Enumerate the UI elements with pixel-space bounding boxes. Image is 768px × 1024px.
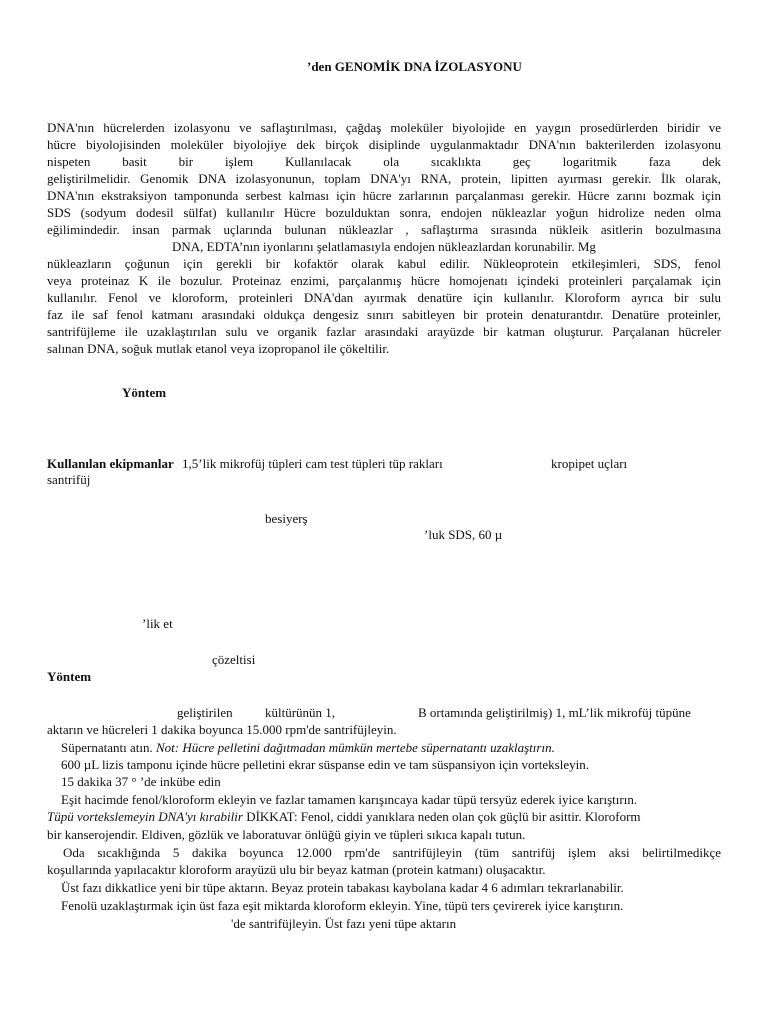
fragment-solution: çözeltisi	[212, 652, 256, 667]
step-note: Not: Hücre pelletini dağıtmadan mümkün mertebe süpernatantı uzaklaştırın.	[155, 740, 555, 755]
intro-line: DNA'nın hücrelerden izolasyonu ve saflaştırılması, çağdaş moleküler biyolojide en yaygın prosedürlerden biridir ve	[47, 120, 721, 135]
fragment-medium: besiyerş	[265, 511, 308, 526]
intro-line: santrifüjleme ile uzaklaştırılan sulu ve organik fazlar arasındaki arayüzde bir katman oluşturur. Parçalanan hücreler	[47, 324, 721, 339]
step-fragment: B ortamında geliştirilmiş) 1, mL’lik mikrofüj tüpüne	[418, 705, 691, 720]
fragment-sds: ’luk SDS, 60 µ	[424, 527, 503, 542]
intro-line: nispeten basit bir işlem Kullanılacak ola sıcaklıkta geç logaritmik faza dek	[47, 154, 721, 169]
step-line: koşullarında yapılacaktır kloroform arayüzü ulu bir beyaz katman (protein katmanı) oluşacaktır.	[47, 862, 546, 877]
intro-line: salınan DNA, soğuk mutlak etanol veya izopropanol ile çökeltilir.	[47, 341, 390, 356]
intro-line: veya proteinaz K ile bozulur. Proteinaz enzimi, parçalanmış hücre homojenatı içindeki proteinleri parçalamak için	[47, 273, 721, 288]
step-line: Üst fazı dikkatlice yeni bir tüpe aktarın. Beyaz protein tabakası kaybolana kadar 4 6 adımları tekrarlanabilir.	[61, 880, 624, 895]
intro-line: eğilimindedir. insan parmak uçlarında bulunan nükleazlar , saflaştırma sırasında nükleik asitlerin bozulmasına	[47, 222, 721, 237]
step-line: aktarın ve hücreleri 1 dakika boyunca 15.000 rpm'de santrifüjleyin.	[47, 722, 397, 737]
section-heading: Yöntem	[122, 385, 167, 400]
intro-line: hücre biyolojisinden moleküler biyolojiye dek birçok disiplinde uygulanmaktadır DNA'nın bakterilerden izolasyonu	[47, 137, 721, 152]
intro-line: geliştirilmelidir. Genomik DNA izolasyonunun, toplam DNA'yı RNA, protein, lipitten ayırması gerekir. İlk olarak,	[47, 171, 721, 186]
fragment-ethanol: ’lik et	[142, 616, 173, 631]
step-line	[61, 740, 555, 756]
step-text: Süpernatantı atın.	[61, 740, 153, 755]
step-line: Oda sıcaklığında 5 dakika boyunca 12.000 rpm'de santrifüjleyin (tüm santrifüj işlem aksi belirtilmedikçe	[63, 845, 721, 860]
step-warning: DİKKAT: Fenol, ciddi yanıklara neden olan çok güçlü bir asittir. Kloroform	[246, 809, 641, 824]
equipment-line	[47, 456, 443, 472]
step-line: 15 dakika 37 ° ’de inkübe edin	[61, 774, 221, 789]
step-line: Eşit hacimde fenol/kloroform ekleyin ve fazlar tamamen karışıncaya kadar tüpü tersyüz ederek iyice karıştırın.	[61, 792, 638, 807]
intro-line: nükleazların çoğunun için gerekli bir kofaktör olarak kabul edilir. Nükleoprotein etkileşimleri, SDS, fenol	[47, 256, 721, 271]
intro-line: DNA'nın ekstraksiyon tamponunda serbest kalması için hücre zarlarının parçalanması gerekir. Hücre zarını bozmak için	[47, 188, 721, 203]
step-fragment: kültürünün 1,	[265, 705, 336, 720]
intro-line: kullanılır. Fenol ve kloroform, proteinleri DNA'dan ayırmak denatüre için kullanılır. Kloroform ayrıca bir sulu	[47, 290, 721, 305]
step-line: bir kanserojendir. Eldiven, gözlük ve laboratuvar önlüğü giyin ve tüpleri sıkıca kapalı tutun.	[47, 827, 526, 842]
step-fragment: geliştirilen	[177, 705, 233, 720]
equipment-centrifuge: santrifüj	[47, 472, 91, 487]
step-line	[47, 809, 641, 825]
step-warning-italic: Tüpü vortekslemeyin DNA'yı kırabilir	[47, 809, 243, 824]
intro-line: SDS (sodyum dodesil sülfat) kullanılır Hücre bozulduktan sonra, endojen nükleazlar yoğun hidrolize neden olma	[47, 205, 721, 220]
step-line: 'de santrifüjleyin. Üst fazı yeni tüpe aktarın	[231, 916, 457, 931]
equipment-items: 1,5’lik mikrofüj tüpleri cam test tüpleri tüp rakları	[182, 456, 443, 471]
step-line: 600 µL lizis tamponu içinde hücre pelletini ekrar süspanse edin ve tam süspansiyon için vorteksleyin.	[61, 757, 589, 772]
equipment-label: Kullanılan ekipmanlar	[47, 456, 174, 471]
section-heading: Yöntem	[47, 669, 92, 684]
equipment-pipette-tips: kropipet uçları	[551, 456, 628, 471]
intro-line: faz ile saf fenol katmanı arasındaki oldukça dengesiz sınırı sabitleyen bir protein denaturantdır. Denatüre proteinler,	[47, 307, 721, 322]
step-line: Fenolü uzaklaştırmak için üst faza eşit miktarda kloroform ekleyin. Yine, tüpü ters çevirerek iyice karıştırın.	[61, 898, 624, 913]
intro-line: DNA, EDTA’nın iyonlarını şelatlamasıyla endojen nükleazlardan korunabilir. Mg	[172, 239, 596, 254]
document-title: ’den GENOMİK DNA İZOLASYONU	[307, 59, 522, 74]
